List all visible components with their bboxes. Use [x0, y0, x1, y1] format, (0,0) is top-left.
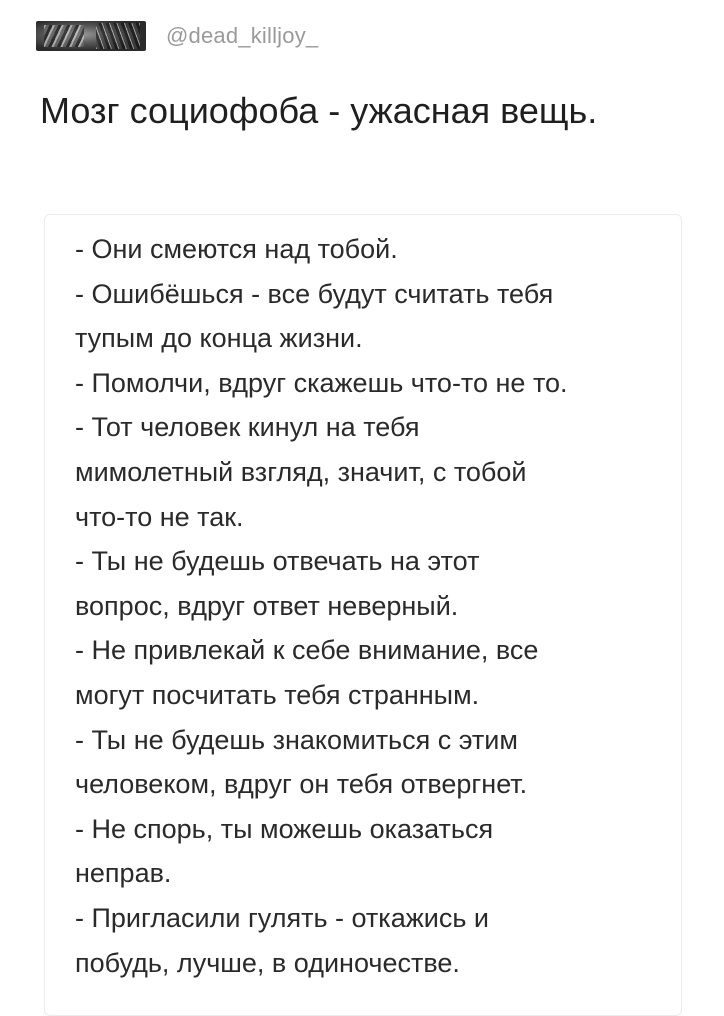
user-handle[interactable]: @dead_killjoy_ — [166, 23, 319, 48]
card-line: - Тот человек кинул на тебя — [75, 412, 420, 443]
card-line: неправ. — [75, 858, 172, 889]
tweet-text: Мозг социофоба - ужасная вещь. — [40, 90, 598, 131]
card-line: тупым до конца жизни. — [75, 323, 363, 354]
card-line: что-то не так. — [75, 501, 244, 532]
card-line: вопрос, вдруг ответ неверный. — [75, 590, 459, 621]
card-line: - Не привлекай к себе внимание, все — [75, 635, 539, 666]
card-line: - Помолчи, вдруг скажешь что-то не то. — [75, 367, 568, 398]
card-line: побудь, лучше, в одиночестве. — [75, 947, 460, 978]
card-line: могут посчитать тебя странным. — [75, 679, 480, 710]
card-line: - Ты не будешь знакомиться с этим — [75, 724, 518, 755]
tweet-header — [36, 14, 318, 58]
quoted-text-card — [44, 214, 682, 1016]
avatar[interactable] — [36, 21, 146, 51]
card-text — [75, 227, 675, 985]
card-line: человеком, вдруг он тебя отвергнет. — [75, 769, 528, 800]
card-line: - Они смеются над тобой. — [75, 234, 398, 264]
card-line: мимолетный взгляд, значит, с тобой — [75, 456, 527, 487]
card-line: - Ошибёшься - все будут считать тебя — [75, 278, 554, 309]
card-line: - Не спорь, ты можешь оказаться — [75, 813, 494, 844]
card-line: - Ты не будешь отвечать на этот — [75, 546, 480, 577]
card-line: - Пригласили гулять - откажись и — [75, 902, 490, 933]
